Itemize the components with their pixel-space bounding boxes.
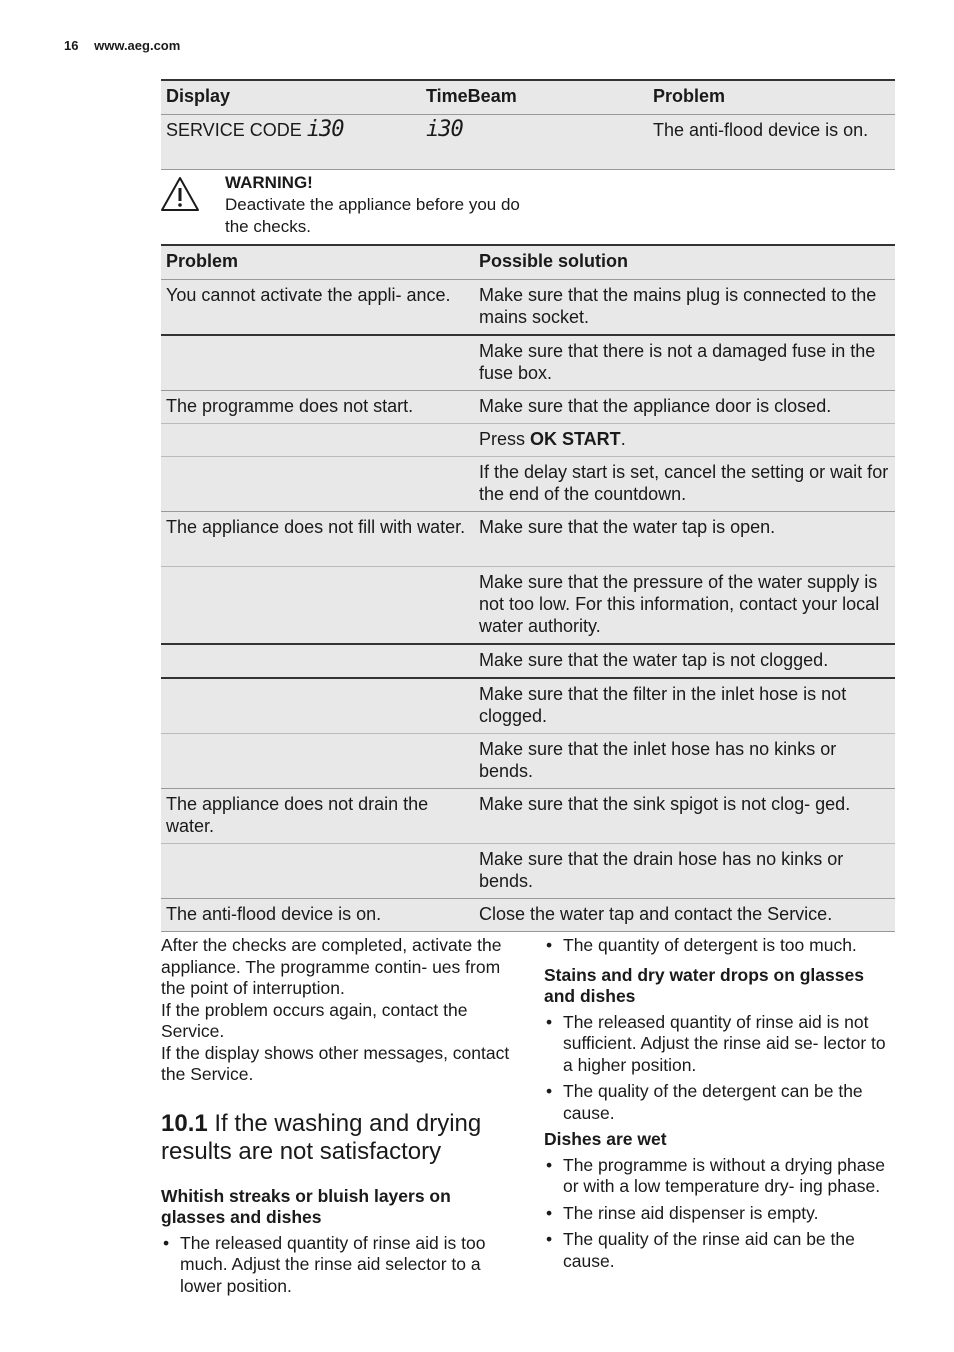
table-row: [161, 391, 895, 424]
solution-cell: Make sure that the sink spigot is not clog- ged.: [474, 789, 895, 844]
table-header-row: [161, 80, 895, 115]
problem-cell: [161, 457, 474, 512]
list-item: • The released quantity of rinse aid is not sufficient. Adjust the rinse aid se- lector to a higher position.: [544, 1012, 896, 1077]
table-row: [161, 115, 895, 170]
table-row: [161, 424, 895, 457]
solution-cell: Make sure that the water tap is not clogged.: [474, 644, 895, 678]
website-url: www.aeg.com: [94, 38, 181, 53]
table-row: [161, 678, 895, 734]
list-item: • The rinse aid dispenser is empty.: [544, 1203, 896, 1225]
paragraph: If the problem occurs again, contact the Service.: [161, 999, 468, 1041]
warning-triangle-icon: [160, 176, 200, 212]
table-row: [161, 335, 895, 391]
page-number: 16: [64, 38, 79, 53]
problem-cell: [161, 734, 474, 789]
table-row: [161, 457, 895, 512]
problem-cell: [161, 844, 474, 899]
troubleshooting-table: [161, 244, 895, 932]
right-column: [544, 935, 896, 1277]
problem-cell: [161, 644, 474, 678]
timebeam-code: i30: [426, 117, 463, 142]
table-row: [161, 789, 895, 844]
solution-cell: Make sure that there is not a damaged fuse in the fuse box.: [474, 335, 895, 391]
list-item: • The quality of the detergent can be the cause.: [544, 1081, 896, 1124]
solution-cell: Make sure that the water tap is open.: [474, 512, 895, 567]
table-row: [161, 512, 895, 567]
table-row: [161, 734, 895, 789]
problem-cell: You cannot activate the appli- ance.: [161, 280, 474, 336]
header-display: Display: [161, 80, 421, 115]
subheading: Stains and dry water drops on glasses and dishes: [544, 964, 864, 1006]
display-text: SERVICE CODE: [166, 120, 302, 140]
subheading: Dishes are wet: [544, 1129, 667, 1149]
solution-cell: Make sure that the pressure of the water supply is not too low. For this information, contact your local water authority.: [474, 567, 895, 645]
bullet-list: [544, 1012, 896, 1125]
bullet-list: [544, 1155, 896, 1273]
list-item: • The quality of the rinse aid can be the cause.: [544, 1229, 896, 1272]
section-number: 10.1: [161, 1109, 208, 1137]
problem-cell: The appliance does not drain the water.: [161, 789, 474, 844]
subheading: Whitish streaks or bluish layers on glasses and dishes: [161, 1185, 451, 1227]
header-solution: Possible solution: [474, 245, 895, 280]
display-code: i30: [306, 117, 344, 142]
problem-cell: The appliance does not fill with water.: [161, 512, 474, 567]
table-row: [161, 899, 895, 932]
table-header-row: [161, 245, 895, 280]
problem-cell: The programme does not start.: [161, 391, 474, 424]
solution-suffix: .: [620, 429, 626, 449]
timebeam-cell: [421, 115, 648, 170]
display-cell: [161, 115, 421, 170]
problem-cell: [161, 567, 474, 645]
solution-cell: [474, 424, 895, 457]
warning-title: WARNING!: [225, 173, 313, 192]
header-timebeam: TimeBeam: [421, 80, 648, 115]
problem-cell: [161, 335, 474, 391]
paragraph: If the display shows other messages, contact the Service.: [161, 1042, 510, 1084]
header-problem: Problem: [161, 245, 474, 280]
header-problem: Problem: [648, 80, 895, 115]
solution-cell: If the delay start is set, cancel the setting or wait for the end of the countdown.: [474, 457, 895, 512]
list-item: • The quantity of detergent is too much.: [544, 935, 896, 957]
table-row: [161, 644, 895, 678]
table-row: [161, 844, 895, 899]
table-row: [161, 280, 895, 336]
problem-cell: The anti-flood device is on.: [648, 115, 895, 170]
bullet-list: [544, 935, 896, 957]
list-item: • The released quantity of rinse aid is too much. Adjust the rinse aid selector to a lower position.: [161, 1233, 516, 1298]
warning-message: Deactivate the appliance before you do the checks.: [225, 195, 520, 236]
problem-cell: [161, 678, 474, 734]
solution-prefix: Press: [479, 429, 531, 449]
solution-cell: Make sure that the drain hose has no kinks or bends.: [474, 844, 895, 899]
section-heading: [161, 1110, 516, 1166]
page-header: [64, 38, 180, 53]
bullet-list: [161, 1233, 516, 1298]
paragraph: After the checks are completed, activate the appliance. The programme contin- ues from the point of interruption.: [161, 935, 502, 998]
solution-cell: Make sure that the mains plug is connected to the mains socket.: [474, 280, 895, 336]
service-code-table: [161, 79, 895, 170]
section-title: If the washing and drying results are not satisfactory: [161, 1109, 482, 1165]
solution-cell: Make sure that the appliance door is closed.: [474, 391, 895, 424]
list-item: • The programme is without a drying phase or with a low temperature dry- ing phase.: [544, 1155, 896, 1198]
solution-cell: Make sure that the filter in the inlet hose is not clogged.: [474, 678, 895, 734]
problem-cell: [161, 424, 474, 457]
warning-text: [225, 172, 535, 238]
table-row: [161, 567, 895, 645]
ok-start-label: OK START: [530, 429, 621, 449]
solution-cell: Make sure that the inlet hose has no kinks or bends.: [474, 734, 895, 789]
left-column: [161, 935, 516, 1302]
problem-cell: The anti-flood device is on.: [161, 899, 474, 932]
solution-cell: Close the water tap and contact the Service.: [474, 899, 895, 932]
